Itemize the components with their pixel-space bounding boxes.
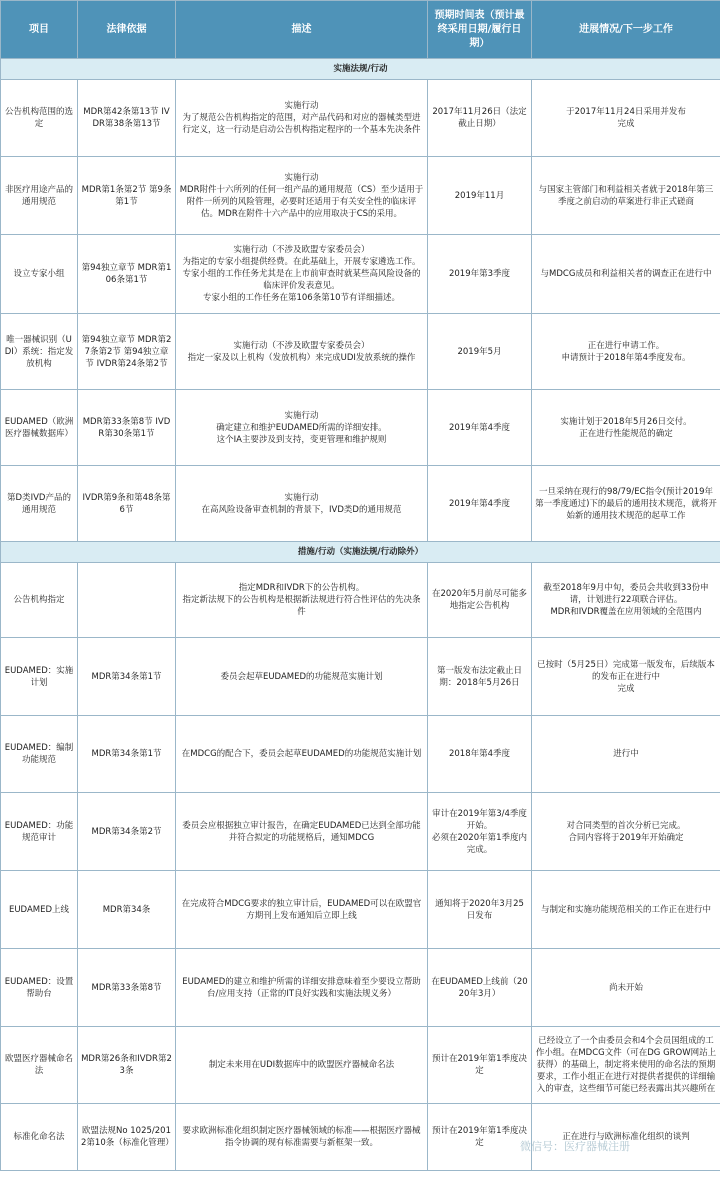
cell-progress: 与MDCG成员和利益相关者的调查正在进行中 (532, 235, 720, 314)
cell-progress: 对合同类型的首次分析已完成。 合同内容将于2019年开始确定 (532, 793, 720, 871)
table-row (1, 716, 720, 793)
cell-progress: 实施计划于2018年5月26日交付。 正在进行性能规范的确定 (532, 390, 720, 466)
cell-timeline: 2017年11月26日（法定截止日期） (428, 80, 532, 157)
cell-desc: 实施行动（不涉及欧盟专家委员会） 指定一家及以上机构（发放机构）来完成UDI发放系统的操作 (176, 314, 428, 390)
cell-desc: 实施行动 确定建立和维护EUDAMED所需的详细安排。 这个IA主要涉及到支持，变更管理和维护规则 (176, 390, 428, 466)
cell-item: 标准化命名法 (1, 1104, 78, 1171)
cell-desc: 委员会应根据独立审计报告，在确定EUDAMED已达到全部功能并符合拟定的功能规格后，通知MDCG (176, 793, 428, 871)
cell-progress: 已按时（5月25日）完成第一版发布，后续版本的发布正在进行中 完成 (532, 638, 720, 716)
section-title: 措施/行动（实施法规/行动除外） (1, 542, 720, 563)
cell-desc: EUDAMED的建立和维护所需的详细安排意味着至少要设立帮助台/应用支持（正常的IT良好实践和实施法规义务） (176, 949, 428, 1027)
cell-basis: 第94独立章节 MDR第106条第1节 (78, 235, 176, 314)
cell-timeline: 2019年第4季度 (428, 390, 532, 466)
cell-basis: MDR第1条第2节 第9条第1节 (78, 157, 176, 235)
header-basis: 法律依据 (78, 1, 176, 59)
cell-progress: 与国家主管部门和利益相关者就于2018年第三季度之前启动的草案进行非正式磋商 (532, 157, 720, 235)
cell-progress: 已经设立了一个由委员会和4个会员国组成的工作小组。在MDCG文件（可在DG GROW网站上获得）的基础上，制定将来使用的命名法的预期要求，工作小组正在进行对提供者提供的详细输入的审查，这些细节可能已经表露出其兴趣所在 (532, 1027, 720, 1104)
cell-item: 非医疗用途产品的通用规范 (1, 157, 78, 235)
cell-timeline: 2019年11月 (428, 157, 532, 235)
cell-basis: 第94独立章节 MDR第27条第2节 第94独立章节 IVDR第24条第2节 (78, 314, 176, 390)
cell-item: EUDAMED：编制功能规范 (1, 716, 78, 793)
cell-timeline: 2019年第3季度 (428, 235, 532, 314)
cell-timeline: 在2020年5月前尽可能多地指定公告机构 (428, 563, 532, 638)
cell-desc: 指定MDR和IVDR下的公告机构。 指定新法规下的公告机构是根据新法规进行符合性评估的先决条件 (176, 563, 428, 638)
cell-timeline: 预计在2019年第1季度决定 (428, 1104, 532, 1171)
cell-progress: 尚未开始 (532, 949, 720, 1027)
cell-item: 欧盟医疗器械命名法 (1, 1027, 78, 1104)
table-row (1, 638, 720, 716)
cell-progress: 正在进行与欧洲标准化组织的谈判 (532, 1104, 720, 1171)
cell-timeline: 审计在2019年第3/4季度开始。 必须在2020年第1季度内完成。 (428, 793, 532, 871)
cell-basis: IVDR第9条和第48条第6节 (78, 466, 176, 542)
cell-item: 设立专家小组 (1, 235, 78, 314)
cell-timeline: 通知将于2020年3月25日发布 (428, 871, 532, 949)
cell-item: 唯一器械识别（UDI）系统：指定发放机构 (1, 314, 78, 390)
cell-desc: 实施行动 在高风险设备审查机制的背景下，IVD类D的通用规范 (176, 466, 428, 542)
cell-item: 公告机构指定 (1, 563, 78, 638)
cell-timeline: 预计在2019年第1季度决定 (428, 1027, 532, 1104)
cell-desc: 在MDCG的配合下，委员会起草EUDAMED的功能规范实施计划 (176, 716, 428, 793)
table-row (1, 390, 720, 466)
cell-item: EUDAMED（欧洲医疗器械数据库） (1, 390, 78, 466)
section-row (1, 542, 720, 563)
cell-progress: 于2017年11月24日采用并发布 完成 (532, 80, 720, 157)
cell-desc: 要求欧洲标准化组织制定医疗器械领域的标准——根据医疗器械指令协调的现有标准需要与新框架一致。 (176, 1104, 428, 1171)
cell-basis: MDR第42条第13节 IVDR第38条第13节 (78, 80, 176, 157)
cell-item: 第D类IVD产品的通用规范 (1, 466, 78, 542)
cell-progress: 正在进行申请工作。 申请预计于2018年第4季度发布。 (532, 314, 720, 390)
header-timeline: 预期时间表（预计最终采用日期/履行日期） (428, 1, 532, 59)
table-row (1, 1027, 720, 1104)
cell-timeline: 在EUDAMED上线前（2020年3月） (428, 949, 532, 1027)
section-row (1, 59, 720, 80)
cell-basis: MDR第33条第8节 (78, 949, 176, 1027)
cell-timeline: 2019年第4季度 (428, 466, 532, 542)
cell-desc: 在完成符合MDCG要求的独立审计后，EUDAMED可以在欧盟官方期刊上发布通知后立即上线 (176, 871, 428, 949)
table-row (1, 466, 720, 542)
table-row (1, 157, 720, 235)
cell-basis: MDR第26条和IVDR第23条 (78, 1027, 176, 1104)
cell-progress: 截至2018年9月中旬，委员会共收到33份申请，计划进行22项联合评估。 MDR和IVDR覆盖在应用领域的全范围内 (532, 563, 720, 638)
cell-basis: MDR第34条第1节 (78, 716, 176, 793)
table-row (1, 563, 720, 638)
cell-basis: MDR第34条第2节 (78, 793, 176, 871)
watermark: 微信号：医疗器械注册 (520, 1140, 630, 1153)
cell-item: 公告机构范围的选定 (1, 80, 78, 157)
cell-desc: 实施行动（不涉及欧盟专家委员会） 为指定的专家小组提供经费。在此基础上，开展专家遴选工作。专家小组的工作任务尤其是在上市前审查时就某些高风险设备的临床评价发表意见。 专家小组的工作任务在第106条第10节有详细描述。 (176, 235, 428, 314)
cell-timeline: 2019年5月 (428, 314, 532, 390)
cell-item: EUDAMED：设置帮助台 (1, 949, 78, 1027)
cell-timeline: 第一版发布法定截止日期：2018年5月26日 (428, 638, 532, 716)
table-row (1, 949, 720, 1027)
table-row (1, 871, 720, 949)
table-row (1, 314, 720, 390)
cell-item: EUDAMED上线 (1, 871, 78, 949)
section-title: 实施法规/行动 (1, 59, 720, 80)
cell-desc: 制定未来用在UDI数据库中的欧盟医疗器械命名法 (176, 1027, 428, 1104)
header-row (1, 1, 720, 59)
cell-basis: MDR第33条第8节 IVDR第30条第1节 (78, 390, 176, 466)
table-row (1, 1104, 720, 1171)
table-row (1, 80, 720, 157)
cell-desc: 实施行动 为了规范公告机构指定的范围，对产品代码和对应的器械类型进行定义，这一行动是启动公告机构指定程序的一个基本先决条件 (176, 80, 428, 157)
table-row (1, 235, 720, 314)
cell-basis: 欧盟法规No 1025/2012第10条（标准化管理） (78, 1104, 176, 1171)
cell-progress: 进行中 (532, 716, 720, 793)
header-progress: 进展情况/下一步工作 (532, 1, 720, 59)
cell-item: EUDAMED：功能规范审计 (1, 793, 78, 871)
cell-item: EUDAMED：实施计划 (1, 638, 78, 716)
table-body (1, 59, 720, 1171)
cell-basis: MDR第34条 (78, 871, 176, 949)
cell-desc: 委员会起草EUDAMED的功能规范实施计划 (176, 638, 428, 716)
table-row (1, 793, 720, 871)
header-description: 描述 (176, 1, 428, 59)
cell-progress: 与制定和实施功能规范相关的工作正在进行中 (532, 871, 720, 949)
cell-progress: 一旦采纳在现行的98/79/EC指令(预计2019年第一季度通过)下的最后的通用技术规范，就将开始新的通用技术规范的起草工作 (532, 466, 720, 542)
cell-timeline: 2018年第4季度 (428, 716, 532, 793)
cell-basis: MDR第34条第1节 (78, 638, 176, 716)
cell-desc: 实施行动 MDR附件十六所列的任何一组产品的通用规范（CS）至少适用于附件一所列的风险管理，必要时还适用于有关安全性的临床评估。MDR在附件十六产品中的应用取决于CS的采用。 (176, 157, 428, 235)
cell-basis (78, 563, 176, 638)
header-item: 项目 (1, 1, 78, 59)
